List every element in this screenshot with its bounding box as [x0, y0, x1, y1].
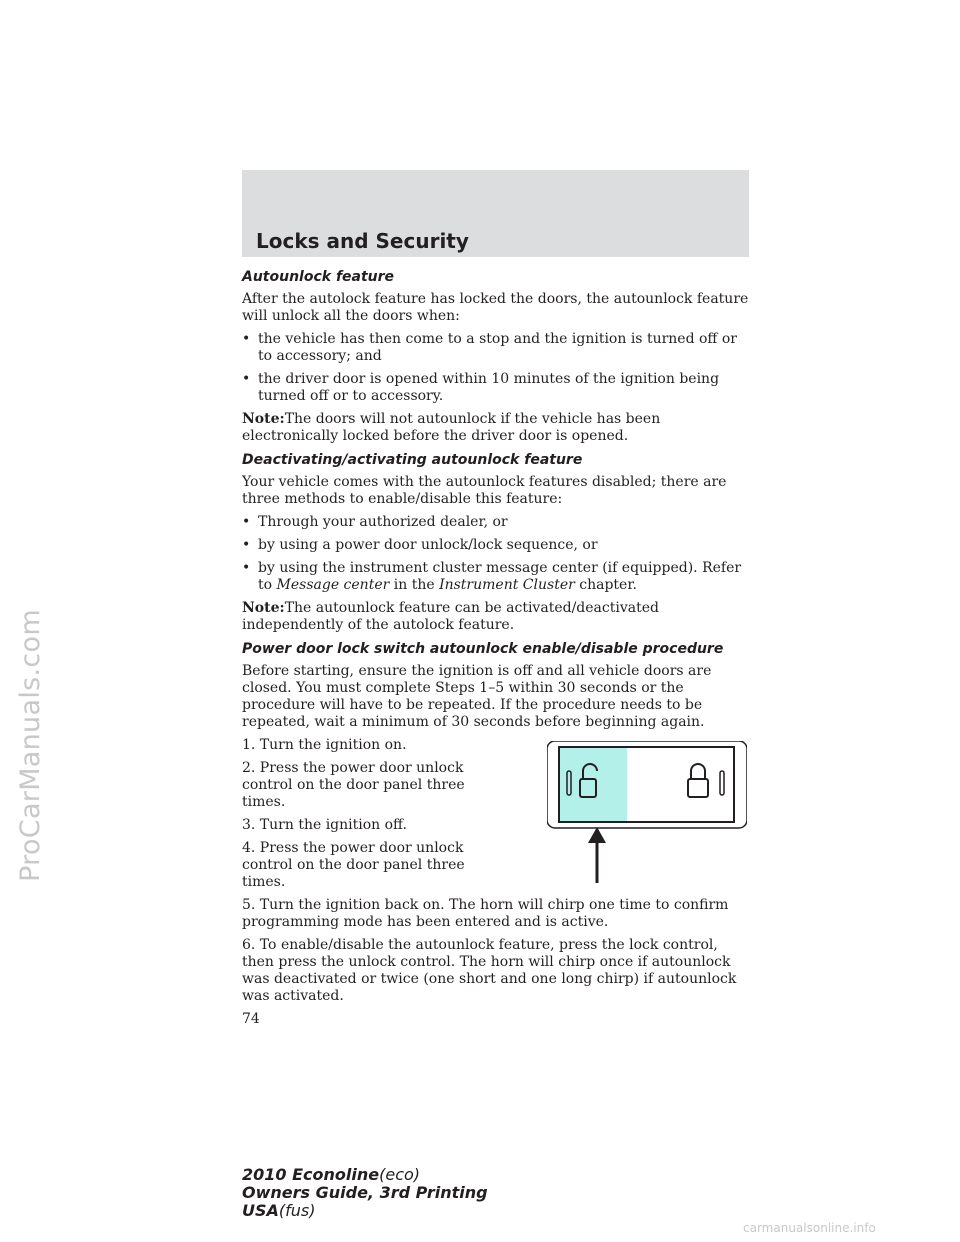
- footer-market: USA: [242, 1201, 279, 1220]
- step-3: 3. Turn the ignition off.: [242, 817, 407, 833]
- procedure-intro: Before starting, ensure the ignition is off and all vehicle doors are closed. You must complete Steps 1–5 within 30 seconds or the procedure will have to be repeated. If the procedure needs to be repeated, wait a minimum of 30 seconds before beginning again.: [242, 663, 712, 730]
- autounlock-heading: Autounlock feature: [242, 269, 395, 285]
- bullet: •: [242, 537, 251, 553]
- note-text: The doors will not autounlock if the vehicle has been electronically locked before the driver door is opened.: [242, 411, 661, 444]
- list-item: [242, 514, 752, 531]
- page-number: 74: [242, 1011, 260, 1027]
- section-header-bar: [242, 170, 749, 257]
- bullet: •: [242, 331, 251, 347]
- footer-model-code: (eco): [379, 1165, 421, 1184]
- arrow-up-icon: [588, 827, 606, 883]
- page-content: [242, 268, 752, 1028]
- footer-market-code: (fus): [278, 1201, 316, 1220]
- list-item-text: by using a power door unlock/lock sequence, or: [258, 537, 598, 553]
- xref-message-center: Message center: [276, 577, 390, 593]
- deactivating-intro: Your vehicle comes with the autounlock features disabled; there are three methods to enable/disable this feature:: [242, 474, 727, 507]
- steps-with-figure: [242, 737, 752, 891]
- list-item-text: chapter.: [574, 577, 637, 593]
- list-item-text: by using the instrument cluster message center (if equipped). Refer to: [258, 560, 742, 593]
- list-item: [242, 371, 752, 405]
- autounlock-note: [242, 411, 752, 445]
- list-item: [242, 537, 752, 554]
- footer-line-3: [242, 1202, 488, 1220]
- footer-line-1: [242, 1166, 488, 1184]
- bullet: •: [242, 371, 251, 387]
- note-label: Note:: [242, 600, 285, 616]
- watermark: [5, 500, 55, 990]
- deactivating-note: [242, 600, 752, 634]
- note-text: The autounlock feature can be activated/deactivated independently of the autolock feature.: [242, 600, 659, 633]
- list-item-text: the driver door is opened within 10 minutes of the ignition being turned off or to accessory.: [258, 371, 720, 404]
- section-title: Locks and Security: [256, 229, 469, 253]
- xref-instrument-cluster: Instrument Cluster: [439, 577, 575, 593]
- site-footer: carmanualsonline.info: [743, 1221, 876, 1235]
- autounlock-intro: After the autolock feature has locked the doors, the autounlock feature will unlock all the doors when:: [242, 291, 749, 324]
- step-6: 6. To enable/disable the autounlock feature, press the lock control, then press the unlock control. The horn will chirp once if autounlock was deactivated or twice (one short and one long chirp) if autounlock was activated.: [242, 937, 737, 1004]
- autounlock-conditions-list: [242, 331, 752, 405]
- step-4: 4. Press the power door unlock control on the door panel three times.: [242, 840, 465, 890]
- bullet: •: [242, 560, 251, 576]
- list-item-text: Through your authorized dealer, or: [258, 514, 508, 530]
- list-item-text: in the: [389, 577, 440, 593]
- note-label: Note:: [242, 411, 285, 427]
- door-lock-switch-figure: [547, 741, 747, 883]
- list-item: [242, 560, 752, 594]
- procedure-heading: Power door lock switch autounlock enable/disable procedure: [242, 641, 724, 657]
- step-5: 5. Turn the ignition back on. The horn will chirp one time to confirm programming mode has been entered and is active.: [242, 897, 729, 930]
- footer-model: 2010 Econoline: [242, 1165, 380, 1184]
- document-footer: [242, 1166, 488, 1220]
- bullet: •: [242, 514, 251, 530]
- footer-line-2: Owners Guide, 3rd Printing: [242, 1183, 488, 1202]
- list-item: [242, 331, 752, 365]
- deactivating-heading: Deactivating/activating autounlock feature: [242, 452, 583, 468]
- step-2: 2. Press the power door unlock control on the door panel three times.: [242, 760, 465, 810]
- step-1: 1. Turn the ignition on.: [242, 737, 407, 753]
- list-item-text: the vehicle has then come to a stop and the ignition is turned off or to accessory; and: [258, 331, 737, 364]
- methods-list: [242, 514, 752, 594]
- unlock-side-highlight: [560, 748, 627, 821]
- watermark-text: ProCarManuals.com: [14, 608, 46, 882]
